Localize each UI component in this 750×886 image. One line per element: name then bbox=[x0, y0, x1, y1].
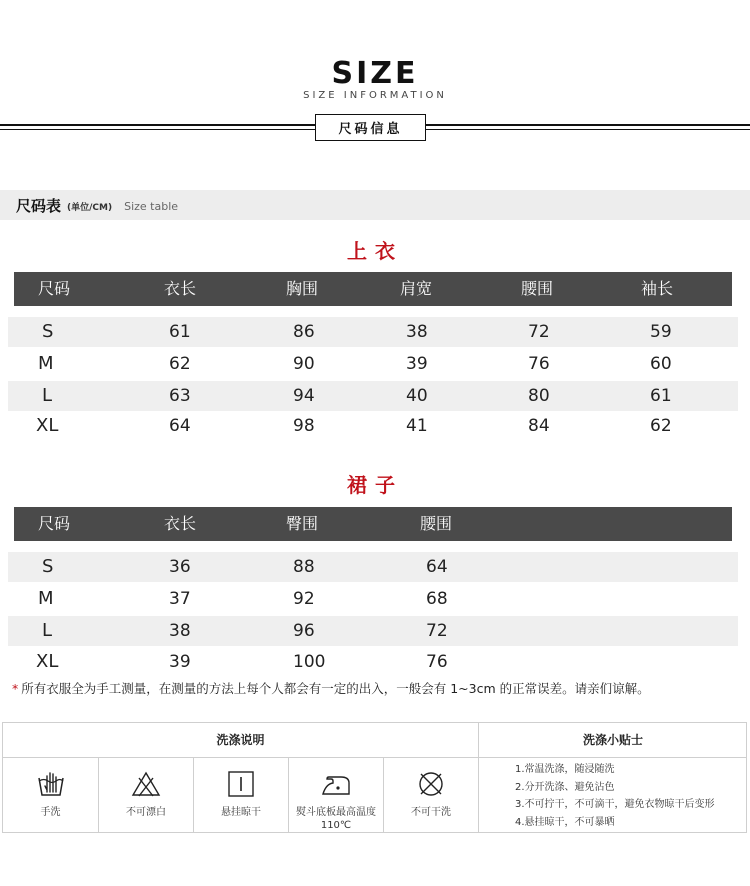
cell-hip: 96 bbox=[293, 621, 315, 641]
cell-length: 64 bbox=[169, 416, 191, 436]
cell-waist: 68 bbox=[426, 589, 448, 609]
table-row bbox=[8, 411, 738, 441]
cell-waist: 76 bbox=[528, 354, 550, 374]
col-header-shoulder: 肩宽 bbox=[400, 279, 433, 298]
col-header-bust: 胸围 bbox=[286, 279, 319, 298]
care-item-hand-wash bbox=[3, 758, 98, 834]
care-item-no-dry-clean bbox=[384, 758, 478, 834]
cell-size: S bbox=[42, 321, 54, 342]
section-unit: (单位/CM) bbox=[67, 203, 113, 213]
care-table bbox=[2, 722, 747, 833]
care-label: 不可干洗 bbox=[411, 807, 451, 818]
cell-shoulder: 39 bbox=[406, 354, 428, 374]
section-title: 尺码表 bbox=[16, 196, 62, 215]
cell-bust: 98 bbox=[293, 416, 315, 436]
cell-length: 36 bbox=[169, 557, 191, 577]
cell-sleeve: 60 bbox=[650, 354, 672, 374]
size-info-label-box: 尺码信息 bbox=[315, 114, 426, 141]
cell-size: XL bbox=[36, 651, 59, 672]
cell-waist: 84 bbox=[528, 416, 550, 436]
cell-size: S bbox=[42, 556, 54, 577]
cell-waist: 72 bbox=[426, 621, 448, 641]
table-row bbox=[8, 584, 738, 614]
care-tip: 2.分开洗涤、避免沾色 bbox=[515, 781, 615, 793]
top-table-header bbox=[14, 272, 732, 306]
care-item-no-bleach bbox=[99, 758, 193, 834]
hand-wash-icon bbox=[36, 770, 66, 798]
table-row bbox=[8, 552, 738, 582]
table-row bbox=[8, 616, 738, 646]
cell-size: M bbox=[38, 353, 54, 374]
care-item-hang-dry bbox=[194, 758, 288, 834]
note-text: 所有衣服全为手工测量，在测量的方法上每个人都会有一定的出入，一般会有 1~3cm 的正常误差。请亲们谅解。 bbox=[21, 681, 650, 696]
col-header-size: 尺码 bbox=[38, 514, 71, 533]
top-table-title: 上衣 bbox=[347, 239, 403, 263]
cell-bust: 94 bbox=[293, 386, 315, 406]
cell-size: XL bbox=[36, 415, 59, 436]
cell-length: 39 bbox=[169, 652, 191, 672]
cell-size: L bbox=[42, 385, 53, 406]
cell-length: 61 bbox=[169, 322, 191, 342]
cell-length: 62 bbox=[169, 354, 191, 374]
cell-bust: 86 bbox=[293, 322, 315, 342]
no-bleach-icon bbox=[131, 770, 161, 798]
size-subtitle: SIZE INFORMATION bbox=[303, 90, 447, 101]
table-row bbox=[8, 317, 738, 347]
table-row bbox=[8, 381, 738, 411]
care-instructions-title: 洗涤说明 bbox=[216, 733, 265, 747]
care-divider bbox=[479, 757, 746, 758]
care-label: 不可漂白 bbox=[126, 807, 166, 818]
cell-shoulder: 40 bbox=[406, 386, 428, 406]
measurement-note bbox=[12, 679, 750, 697]
cell-sleeve: 59 bbox=[650, 322, 672, 342]
size-title: SIZE bbox=[331, 56, 419, 91]
col-header-hip: 臀围 bbox=[286, 514, 319, 533]
care-tip: 1.常温洗涤，随浸随洗 bbox=[515, 764, 615, 775]
cell-shoulder: 41 bbox=[406, 416, 428, 436]
cell-length: 63 bbox=[169, 386, 191, 406]
col-header-length: 衣长 bbox=[164, 279, 197, 298]
col-header-sleeve: 袖长 bbox=[641, 279, 674, 298]
cell-waist: 64 bbox=[426, 557, 448, 577]
note-star: * bbox=[12, 681, 19, 696]
care-tip: 4.悬挂晾干，不可暴晒 bbox=[515, 816, 615, 828]
cell-shoulder: 38 bbox=[406, 322, 428, 342]
care-tips-list bbox=[515, 761, 745, 831]
col-header-waist: 腰围 bbox=[521, 279, 554, 298]
cell-hip: 88 bbox=[293, 557, 315, 577]
care-tips-title: 洗涤小贴士 bbox=[582, 733, 643, 747]
cell-length: 37 bbox=[169, 589, 191, 609]
section-english: Size table bbox=[124, 199, 179, 213]
skirt-table-title: 裙子 bbox=[347, 473, 403, 497]
col-header-waist: 腰围 bbox=[420, 514, 453, 533]
care-item-iron bbox=[289, 758, 383, 834]
iron-icon bbox=[321, 770, 351, 798]
cell-sleeve: 62 bbox=[650, 416, 672, 436]
table-row bbox=[8, 647, 738, 677]
cell-waist: 72 bbox=[528, 322, 550, 342]
cell-hip: 92 bbox=[293, 589, 315, 609]
care-label: 悬挂晾干 bbox=[221, 807, 261, 818]
hang-dry-icon bbox=[226, 770, 256, 798]
col-header-length: 衣长 bbox=[164, 514, 197, 533]
cell-size: L bbox=[42, 620, 53, 641]
care-label: 熨斗底板最高温度110℃ bbox=[296, 807, 376, 831]
care-tip: 3.不可拧干，不可滴干，避免衣物晾干后变形 bbox=[515, 799, 715, 810]
care-label: 手洗 bbox=[40, 807, 61, 818]
cell-length: 38 bbox=[169, 621, 191, 641]
size-table-section-bar bbox=[0, 190, 750, 220]
skirt-table-header bbox=[14, 507, 732, 541]
cell-size: M bbox=[38, 588, 54, 609]
cell-bust: 90 bbox=[293, 354, 315, 374]
cell-waist: 76 bbox=[426, 652, 448, 672]
cell-waist: 80 bbox=[528, 386, 550, 406]
col-header-size: 尺码 bbox=[38, 279, 71, 298]
table-row bbox=[8, 349, 738, 379]
cell-sleeve: 61 bbox=[650, 386, 672, 406]
no-dry-clean-icon bbox=[416, 770, 446, 798]
cell-hip: 100 bbox=[293, 652, 326, 672]
